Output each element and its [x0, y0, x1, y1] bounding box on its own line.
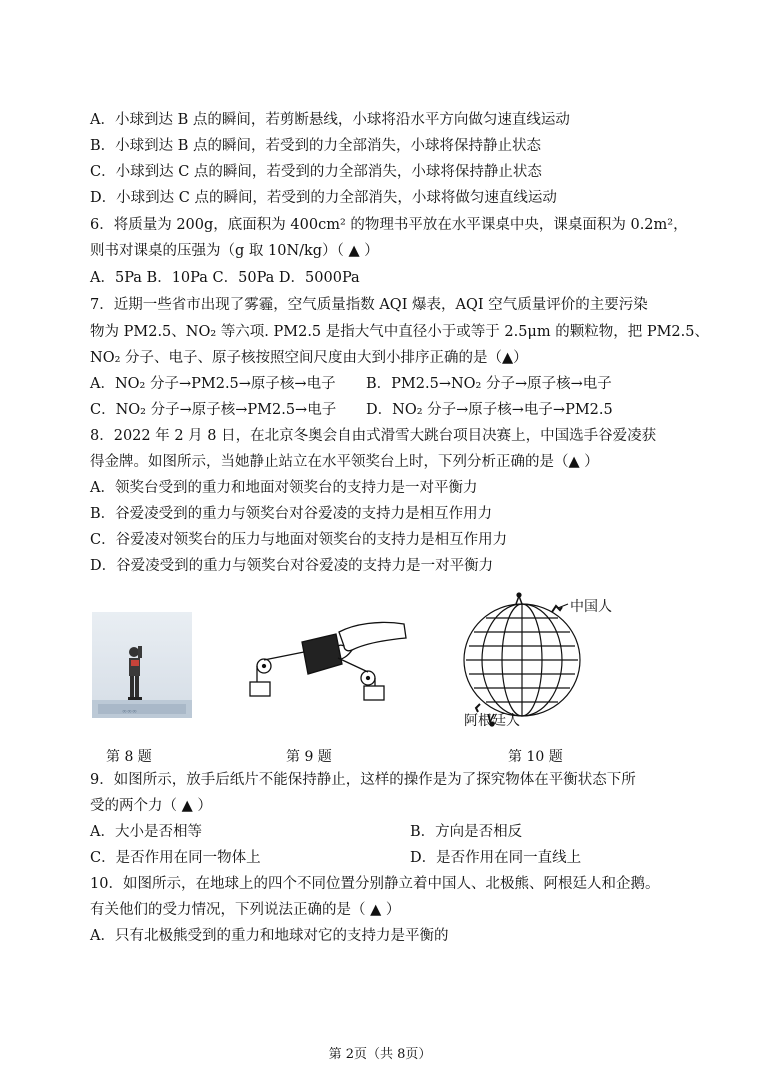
q6-stem-line1: 6．将质量为 200g，底面积为 400cm² 的物理书平放在水平课桌中央，课桌面积为 0.2m²， [90, 217, 688, 233]
page-footer: 第 2页（共 8页） [328, 1047, 432, 1062]
q10-stem-line2: 有关他们的受力情况，下列说法正确的是（ ▲ ） [90, 902, 401, 918]
label-china: 中国人 [570, 599, 612, 615]
q9-option-a: A．大小是否相等 [90, 824, 202, 840]
q5-option-a: A．小球到达 B 点的瞬间，若剪断悬线，小球将沿水平方向做匀速直线运动 [90, 112, 570, 128]
q5-option-c: C．小球到达 C 点的瞬间，若受到的力全部消失，小球将保持静止状态 [90, 164, 542, 180]
q8-stem-line2: 得金牌。如图所示，当她静止站立在水平领奖台上时，下列分析正确的是（▲ ） [90, 454, 599, 470]
q9-option-b: B．方向是否相反 [410, 824, 523, 840]
q5-option-d: D．小球到达 C 点的瞬间，若受到的力全部消失，小球将做匀速直线运动 [90, 190, 557, 206]
figure-10-globe [452, 592, 642, 736]
label-argentina: 阿根廷人 [464, 713, 520, 729]
caption-figure-9: 第 9 题 [286, 749, 332, 765]
q7-option-c: C．NO₂ 分子→原子核→PM2.5→电子 [90, 402, 337, 418]
q6-stem-line2: 则书对课桌的压强为（g 取 10N/kg）（ ▲ ） [90, 243, 379, 259]
q6-options: A．5Pa B．10Pa C．50Pa D．5000Pa [90, 270, 360, 286]
q9-stem-line1: 9．如图所示，放手后纸片不能保持静止，这样的操作是为了探究物体在平衡状态下所 [90, 772, 636, 788]
q7-option-a: A．NO₂ 分子→PM2.5→原子核→电子 [90, 376, 336, 392]
q8-stem-line1: 8．2022 年 2 月 8 日，在北京冬奥会自由式滑雪大跳台项目决赛上，中国选手谷爱凌获 [90, 428, 657, 444]
q9-stem-line2: 受的两个力（ ▲ ） [90, 798, 212, 814]
q8-option-a: A．领奖台受到的重力和地面对领奖台的支持力是一对平衡力 [90, 480, 478, 496]
q7-stem-line2: 物为 PM2.5、NO₂ 等六项. PM2.5 是指大气中直径小于或等于 2.5μm 的颗粒物，把 PM2.5、 [90, 324, 709, 340]
figure-9-pulley-card [244, 610, 424, 724]
q5-option-b: B．小球到达 B 点的瞬间，若受到的力全部消失，小球将保持静止状态 [90, 138, 542, 154]
q10-option-a: A．只有北极熊受到的重力和地球对它的支持力是平衡的 [90, 928, 449, 944]
q10-stem-line1: 10．如图所示，在地球上的四个不同位置分别静立着中国人、北极熊、阿根廷人和企鹅。 [90, 876, 660, 892]
caption-figure-8: 第 8 题 [106, 749, 152, 765]
q8-option-c: C．谷爱凌对领奖台的压力与地面对领奖台的支持力是相互作用力 [90, 532, 508, 548]
q9-option-d: D．是否作用在同一直线上 [410, 850, 582, 866]
q7-option-d: D．NO₂ 分子→原子核→电子→PM2.5 [366, 402, 613, 418]
q8-option-b: B．谷爱凌受到的重力与领奖台对谷爱凌的支持力是相互作用力 [90, 506, 493, 522]
q7-stem-line3: NO₂ 分子、电子、原子核按照空间尺度由大到小排序正确的是（▲） [90, 350, 528, 366]
q7-stem-line1: 7．近期一些省市出现了雾霾，空气质量指数 AQI 爆表，AQI 空气质量评价的主要污染 [90, 297, 648, 313]
q7-option-b: B．PM2.5→NO₂ 分子→原子核→电子 [366, 376, 612, 392]
q9-option-c: C．是否作用在同一物体上 [90, 850, 261, 866]
q8-option-d: D．谷爱凌受到的重力与领奖台对谷爱凌的支持力是一对平衡力 [90, 558, 494, 574]
svg-text:∞∞∞: ∞∞∞ [122, 708, 137, 715]
figure-8-podium-photo [92, 612, 192, 722]
caption-figure-10: 第 10 题 [508, 749, 563, 765]
